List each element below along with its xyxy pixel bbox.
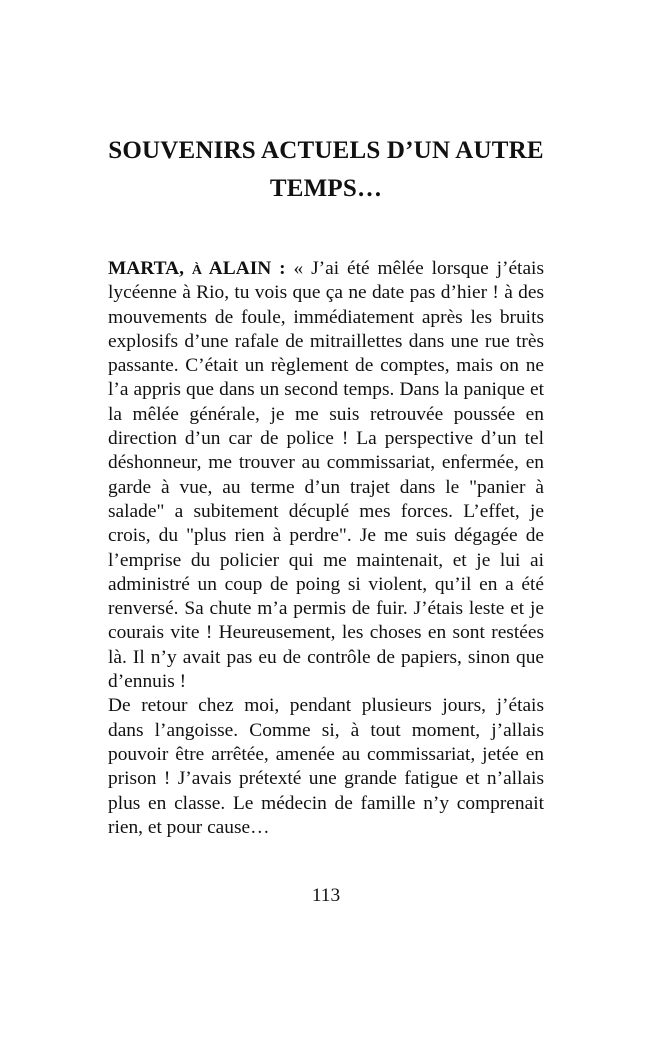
chapter-title-line-2: TEMPS…: [269, 175, 383, 202]
chapter-title-line-1: SOUVENIRS ACTUELS D’UN AUTRE: [108, 137, 544, 164]
speaker-label: MARTA, à ALAIN :: [108, 258, 286, 279]
page-number: 113: [311, 885, 341, 906]
book-page: [108, 0, 544, 1037]
paragraph-1: [108, 257, 544, 694]
chapter-title: [108, 132, 544, 208]
paragraph-2: De retour chez moi, pendant plusieurs jours, j’étais dans l’angoisse. Comme si, à tout moment, j’allais pouvoir être arrêtée, amenée au commissariat, jetée en prison ! J’avais prétexté une grande fatigue et n’allais plus en classe. Le médecin de famille n’y comprenait rien, et pour cause…: [108, 695, 544, 838]
chapter-body: [108, 257, 544, 840]
paragraph-1-text: « J’ai été mêlée lorsque j’étais lycéenne à Rio, tu vois que ça ne date pas d’hier ! à des mouvements de foule, immédiatement après les bruits explosifs d’une rafale de mitraillettes dans une rue très passante. C’était un règlement de comptes, mais on ne l’a appris que dans un second temps. Dans la panique et la mêlée générale, je me suis retrouvée poussée en direction d’un car de police ! La perspective d’un tel déshonneur, me trouver au commissariat, enfermée, en garde à vue, au terme d’un trajet dans le "panier à salade" a subitement décuplé mes forces. L’effet, je crois, du "plus rien à perdre". Je me suis dégagée de l’emprise du policier qui me maintenait, et je lui ai administré un coup de poing si violent, qu’il en a été renversé. Sa chute m’a permis de fuir. J’étais leste et je courais vite ! Heureusement, les choses en sont restées là. Il n’y avait pas eu de contrôle de papiers, sinon que d’ennuis !: [108, 258, 544, 693]
